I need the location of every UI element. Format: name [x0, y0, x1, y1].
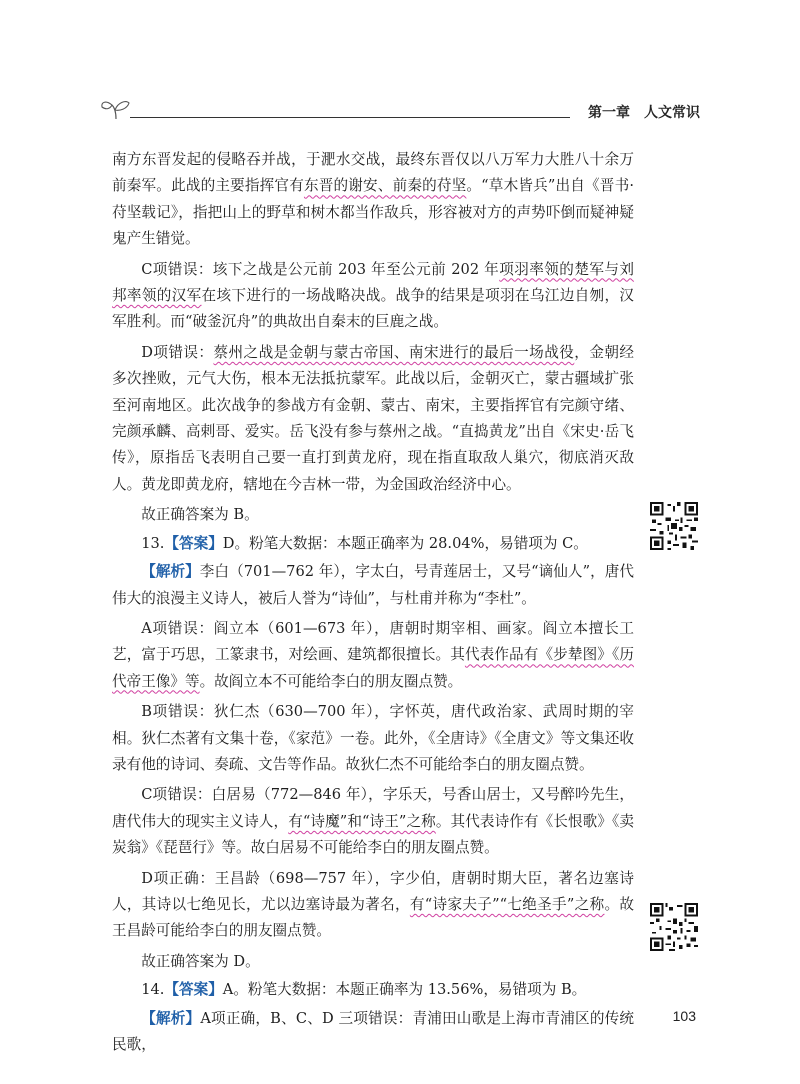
highlight: 项羽率领的楚军与刘邦率领的汉军 [112, 260, 634, 305]
running-header [100, 98, 700, 122]
header-rule [130, 117, 570, 118]
page-number: 103 [672, 1008, 696, 1024]
question-14-answer: 14.【答案】A。粉笔大数据：本题正确率为 13.56%，易错项为 B。 [141, 981, 587, 999]
answer-tag: 【答案】 [164, 534, 223, 552]
paragraph: A项错误：阎立本（601—673 年），唐朝时期宰相、画家。阎立本擅长工艺，富于巧思，工篆隶书，对绘画、建筑都很擅长。其代表作品有《步辇图》《历代帝王像》等。故阎立本不可能给李白的朋友圈点赞。 [112, 619, 634, 690]
qr-code-icon[interactable] [650, 502, 698, 550]
paragraph: 南方东晋发起的侵略吞并战，于淝水交战，最终东晋仅以八万军力大胜八十余万前秦军。此战的主要指挥官有东晋的谢安、前秦的苻坚。“草木皆兵”出自《晋书·苻坚载记》，指把山上的野草和树木都当作敌兵，形容被对方的声势吓倒而疑神疑鬼产生错觉。 [112, 151, 634, 248]
paragraph: C项错误：垓下之战是公元前 203 年至公元前 202 年项羽率领的楚军与刘邦率领的汉军在垓下进行的一场战略决战。战争的结果是项羽在乌江边自刎，汉军胜利。而“破釜沉舟”的典故出自秦末的巨鹿之战。 [112, 260, 634, 331]
highlight: 有“诗魔”和“诗王”之称 [288, 812, 436, 830]
highlight: 东晋的谢安、前秦的苻坚 [303, 177, 467, 195]
question-14-analysis: 【解析】A项正确，B、C、D 三项错误：青浦田山歌是上海市青浦区的传统民歌， [112, 1009, 634, 1053]
highlight: 代表作品有《步辇图》《历代帝王像》等 [112, 646, 634, 690]
chapter-number: 第一章 [588, 105, 630, 121]
highlight: 有“诗家夫子”“七绝圣手”之称 [409, 895, 605, 913]
question-13-analysis: 【解析】李白（701—762 年），字太白，号青莲居士，又号“谪仙人”，唐代伟大的浪漫主义诗人，被后人誉为“诗仙”，与杜甫并称为“李杜”。 [112, 563, 634, 607]
qr-code-icon[interactable] [650, 903, 698, 951]
analysis-tag: 【解析】 [141, 563, 200, 581]
answer-tag: 【答案】 [164, 981, 223, 999]
chapter-title: 人文常识 [644, 105, 700, 121]
paragraph: D项正确：王昌龄（698—757 年），字少伯，唐朝时期大臣，著名边塞诗人，其诗以七绝见长，尤以边塞诗最为著名，有“诗家夫子”“七绝圣手”之称。故王昌龄可能给李白的朋友圈点赞。 [112, 869, 634, 940]
answer-line: 故正确答案为 D。 [141, 952, 260, 970]
answer-line: 故正确答案为 B。 [141, 506, 259, 524]
page-body [112, 147, 634, 1062]
sprout-icon [100, 98, 132, 120]
chapter-heading [588, 102, 700, 122]
paragraph: C项错误：白居易（772—846 年），字乐天，号香山居士，又号醉吟先生，唐代伟大的现实主义诗人，有“诗魔”和“诗王”之称。其代表诗作有《长恨歌》《卖炭翁》《琵琶行》等。故白居易不可能给李白的朋友圈点赞。 [112, 786, 634, 857]
question-13-answer: 13.【答案】D。粉笔大数据：本题正确率为 28.04%，易错项为 C。 [141, 534, 588, 552]
paragraph: D项错误：蔡州之战是金朝与蒙古帝国、南宋进行的最后一场战役，金朝经多次挫败，元气大伤，根本无法抵抗蒙军。此战以后，金朝灭亡，蒙古疆域扩张至河南地区。此次战争的参战方有金朝、蒙古、南宋，主要指挥官有完颜守绪、完颜承麟、高剌哥、爱实。岳飞没有参与蔡州之战。“直捣黄龙”出自《宋史·岳飞传》，原指岳飞表明自己要一直打到黄龙府，现在指直取敌人巢穴，彻底消灭敌人。黄龙即黄龙府，辖地在今吉林一带，为金国政治经济中心。 [112, 343, 634, 493]
paragraph: B项错误：狄仁杰（630—700 年），字怀英，唐代政治家、武周时期的宰相。狄仁杰著有文集十卷，《家范》一卷。此外，《全唐诗》《全唐文》等文集还收录有他的诗词、奏疏、文告等作品。故狄仁杰不可能给李白的朋友圈点赞。 [112, 703, 634, 773]
analysis-tag: 【解析】 [141, 1009, 201, 1027]
highlight: 蔡州之战是金朝与蒙古帝国、南宋进行的最后一场战役 [213, 343, 575, 361]
